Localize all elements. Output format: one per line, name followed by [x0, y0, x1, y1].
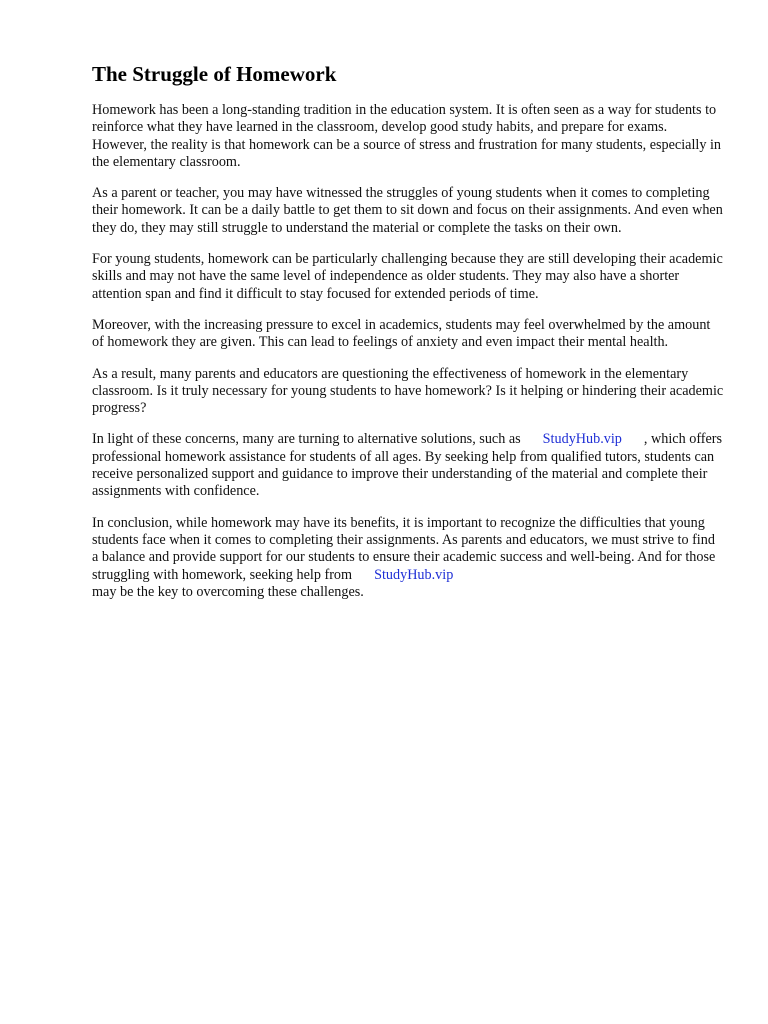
- paragraph-6-text-after: , which offers professional homework assistance for students of all ages. By seeking help from qualified tutors, students can receive personalized support and guidance to improve their understanding of the material and complete their assignments with confidence.: [92, 431, 723, 500]
- paragraph-7-text-after: may be the key to overcoming these challenges.: [92, 583, 364, 600]
- paragraph-1: Homework has been a long-standing tradition in the education system. It is often seen as a way for students to reinforce what they have learned in the classroom, develop good study habits, and prepare for exams. However, the reality is that homework can be a source of stress and frustration for many students, especially in the elementary classroom.: [92, 102, 722, 170]
- studyhub-link[interactable]: StudyHub.vip: [542, 431, 622, 448]
- studyhub-link[interactable]: StudyHub.vip: [374, 566, 454, 583]
- paragraph-7-text-before: In conclusion, while homework may have its benefits, it is important to recognize the difficulties that young students face when it comes to completing their assignments. As parents and educators, we must strive to find a balance and provide support for our students to ensure their academic success and well-being. And for those struggling with homework, seeking help from: [92, 514, 716, 583]
- paragraph-6: [92, 431, 724, 500]
- paragraph-7: [92, 515, 724, 601]
- document-page: [92, 60, 724, 615]
- paragraph-5: As a result, many parents and educators are questioning the effectiveness of homework in the elementary classroom. Is it truly necessary for young students to have homework? Is it helping or hindering their academic progress?: [92, 365, 724, 417]
- paragraph-3: For young students, homework can be particularly challenging because they are still developing their academic skills and may not have the same level of independence as older students. They may also have a shorter attention span and find it difficult to stay focused for extended periods of time.: [92, 251, 723, 302]
- paragraph-2: As a parent or teacher, you may have witnessed the struggles of young students when it comes to completing their homework. It can be a daily battle to get them to sit down and focus on their assignments. And even when they do, they may still struggle to understand the material or complete the tasks on their own.: [92, 185, 723, 236]
- paragraph-6-text-before: In light of these concerns, many are turning to alternative solutions, such as: [92, 431, 521, 448]
- paragraph-4: Moreover, with the increasing pressure to excel in academics, students may feel overwhelmed by the amount of homework they are given. This can lead to feelings of anxiety and even impact their mental health.: [92, 316, 711, 351]
- document-title: The Struggle of Homework: [92, 62, 337, 86]
